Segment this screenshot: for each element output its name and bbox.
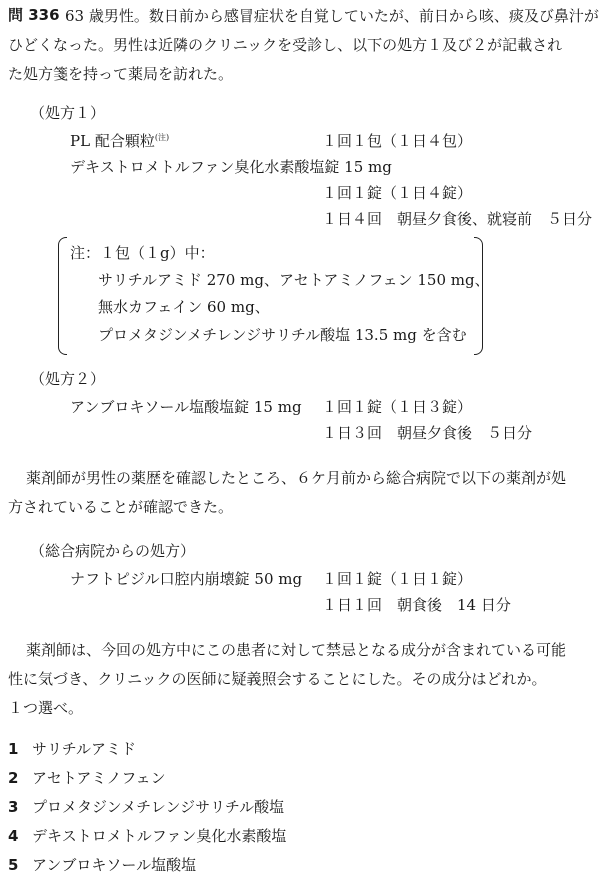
- note-line-3: 無水カフェイン 60 mg、: [98, 298, 270, 316]
- rx1-drug1: [70, 134, 169, 149]
- choice-number: 1: [8, 740, 19, 758]
- rx1-drug2-dose: １回１錠（１日４錠）: [322, 184, 473, 202]
- question-number: 問 336: [8, 6, 60, 24]
- prompt-line-1: 薬剤師は、今回の処方中にこの患者に対して禁忌となる成分が含まれている可能: [26, 641, 567, 659]
- choice-text: アンブロキソール塩酸塩: [32, 856, 197, 874]
- note-right-bracket: [474, 237, 483, 355]
- choice-4[interactable]: [8, 829, 286, 844]
- rx2-drug-name: アンブロキソール塩酸塩錠 15 mg: [70, 398, 302, 416]
- intro-line-2: ひどくなった。男性は近隣のクリニックを受診し、以下の処方１及び２が記載され: [8, 36, 563, 54]
- choice-number: 2: [8, 769, 19, 787]
- history-line-1: 薬剤師が男性の薬歴を確認したところ、６ケ月前から総合病院で以下の薬剤が処: [26, 469, 567, 487]
- rx1-schedule: １日４回 朝昼夕食後、就寝前 ５日分: [322, 210, 593, 228]
- note-line-2: サリチルアミド 270 mg、アセトアミノフェン 150 mg、: [98, 271, 490, 289]
- rx1-heading: （処方１）: [30, 104, 106, 122]
- intro-line-3: た処方箋を持って薬局を訪れた。: [8, 65, 234, 83]
- choice-3[interactable]: [8, 800, 284, 815]
- history-line-2: 方されていることが確認できた。: [8, 498, 234, 516]
- choice-text: アセトアミノフェン: [32, 769, 166, 787]
- choice-number: 4: [8, 827, 19, 845]
- rx1-drug1-name: PL 配合顆粒: [70, 132, 155, 150]
- choice-5[interactable]: [8, 858, 196, 873]
- rx2-heading: （処方２）: [30, 370, 106, 388]
- rx2-schedule: １日３回 朝昼夕食後 ５日分: [322, 424, 533, 442]
- rx3-schedule: １日１回 朝食後 14 日分: [322, 596, 511, 614]
- choice-text: デキストロメトルファン臭化水素酸塩: [32, 827, 287, 845]
- note-line-4: プロメタジンメチレンジサリチル酸塩 13.5 mg を含む: [98, 326, 467, 344]
- rx1-drug1-dose: １回１包（１日４包）: [322, 132, 473, 150]
- rx1-drug2-name: デキストロメトルファン臭化水素酸塩錠 15 mg: [70, 158, 392, 176]
- note-line-1: 注：１包（１g）中：: [70, 244, 215, 262]
- choice-text: プロメタジンメチレンジサリチル酸塩: [32, 798, 285, 816]
- choice-1[interactable]: [8, 742, 136, 757]
- prompt-line-3: １つ選べ。: [8, 699, 84, 717]
- rx3-drug-name: ナフトピジル口腔内崩壊錠 50 mg: [70, 570, 303, 588]
- choice-2[interactable]: [8, 771, 166, 786]
- note-left-bracket: [58, 237, 67, 355]
- choice-text: サリチルアミド: [32, 740, 136, 758]
- intro-line-1: 63 歳男性。数日前から感冒症状を自覚していたが、前日から咳、痰及び鼻汁が: [65, 7, 599, 25]
- prompt-line-2: 性に気づき、クリニックの医師に疑義照会することにした。その成分はどれか。: [8, 670, 547, 688]
- rx1-drug1-note-mark: (注): [154, 133, 170, 142]
- choice-number: 3: [8, 798, 19, 816]
- rx2-dose: １回１錠（１日３錠）: [322, 398, 473, 416]
- rx3-heading: （総合病院からの処方）: [30, 542, 196, 560]
- choice-number: 5: [8, 856, 19, 874]
- rx3-dose: １回１錠（１日１錠）: [322, 570, 473, 588]
